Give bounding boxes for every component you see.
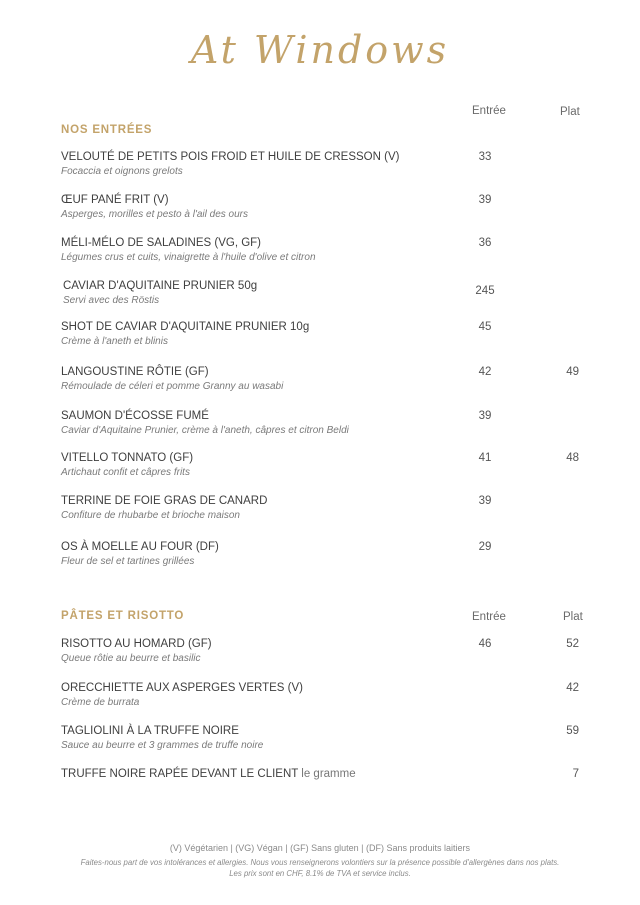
dish-description: Crème de burrata [61,697,140,708]
dish-description: Confiture de rhubarbe et brioche maison [61,510,240,521]
menu-item [61,280,621,316]
dish-description: Artichaut confit et câpres frits [61,467,190,478]
menu-item [61,321,621,357]
dietary-legend: (V) Végétarien | (VG) Végan | (GF) Sans gluten | (DF) Sans produits laitiers [169,843,471,853]
menu-item [61,725,621,761]
dish-name: OS À MOELLE AU FOUR (DF) [61,541,219,553]
dish-name [61,768,356,780]
entree-price: 36 [478,237,492,249]
dish-description: Servi avec des Röstis [63,295,160,306]
menu-item [61,495,621,531]
plat-price: 48 [566,452,579,464]
section-heading-pates-risotto: PÂTES ET RISOTTO [61,610,185,622]
dish-name: LANGOUSTINE RÔTIE (GF) [61,366,209,378]
entree-price: 29 [478,541,492,553]
menu-item [61,452,621,488]
dish-name-text: TRUFFE NOIRE RAPÉE DEVANT LE CLIENT [61,768,299,780]
dish-name: VELOUTÉ DE PETITS POIS FROID ET HUILE DE CRESSON (V) [61,151,400,163]
menu-item [61,682,621,718]
entree-price: 42 [478,366,492,378]
dish-description: Rémoulade de céleri et pomme Granny au wasabi [61,381,284,392]
dish-name: SAUMON D'ÉCOSSE FUMÉ [61,410,209,422]
menu-item [61,151,621,187]
menu-item [61,194,621,230]
dish-description: Fleur de sel et tartines grillées [61,556,195,567]
menu-item [61,541,621,577]
menu-item [61,237,621,273]
dish-name: ŒUF PANÉ FRIT (V) [61,194,169,206]
price-note: Les prix sont en CHF, 8.1% de TVA et service inclus. [229,869,411,878]
entree-price: 39 [478,410,492,422]
menu-item [61,410,621,446]
entree-price: 41 [478,452,492,464]
dish-unit: le gramme [301,768,356,780]
plat-price: 7 [572,768,579,780]
dish-name: VITELLO TONNATO (GF) [61,452,194,464]
dish-name: ORECCHIETTE AUX ASPERGES VERTES (V) [61,682,303,694]
dish-description: Sauce au beurre et 3 grammes de truffe noire [61,740,264,751]
section-heading-entrees: NOS ENTRÉES [61,124,153,136]
column-header-entree: Entrée [472,611,506,623]
dish-name: RISOTTO AU HOMARD (GF) [61,638,212,650]
restaurant-title: At Windows [190,28,450,72]
dish-description: Queue rôtie au beurre et basilic [61,653,201,664]
dish-description: Légumes crus et cuits, vinaigrette à l'huile d'olive et citron [61,252,316,263]
entree-price: 33 [478,151,492,163]
entree-price: 39 [478,495,492,507]
dish-description: Asperges, morilles et pesto à l'ail des ours [61,209,248,220]
dish-name: CAVIAR D'AQUITAINE PRUNIER 50g [63,280,258,292]
dish-name: TAGLIOLINI À LA TRUFFE NOIRE [61,725,239,737]
dish-name: SHOT DE CAVIAR D'AQUITAINE PRUNIER 10g [61,321,310,333]
column-header-plat: Plat [560,106,580,118]
dish-description: Caviar d'Aquitaine Prunier, crème à l'aneth, câpres et citron Beldi [61,425,349,436]
allergy-note: Faites-nous part de vos intolérances et allergies. Nous vous renseignerons volontiers sur la présence possible d'allergènes dans nos plats. [80,858,560,867]
entree-price: 45 [478,321,492,333]
plat-price: 42 [566,682,579,694]
menu-item [61,638,621,674]
dish-name: TERRINE DE FOIE GRAS DE CANARD [61,495,268,507]
footer-notes [0,857,640,879]
menu-item [61,366,621,402]
dish-description: Crème à l'aneth et blinis [61,336,168,347]
column-header-entree: Entrée [472,105,506,117]
plat-price: 59 [566,725,579,737]
entree-price: 245 [475,285,495,297]
menu-item [61,768,621,786]
column-header-plat: Plat [563,611,583,623]
plat-price: 52 [566,638,579,650]
entree-price: 39 [478,194,492,206]
plat-price: 49 [566,366,579,378]
dish-description: Focaccia et oignons grelots [61,166,183,177]
entree-price: 46 [478,638,492,650]
dish-name: MÉLI-MÉLO DE SALADINES (VG, GF) [61,237,262,249]
